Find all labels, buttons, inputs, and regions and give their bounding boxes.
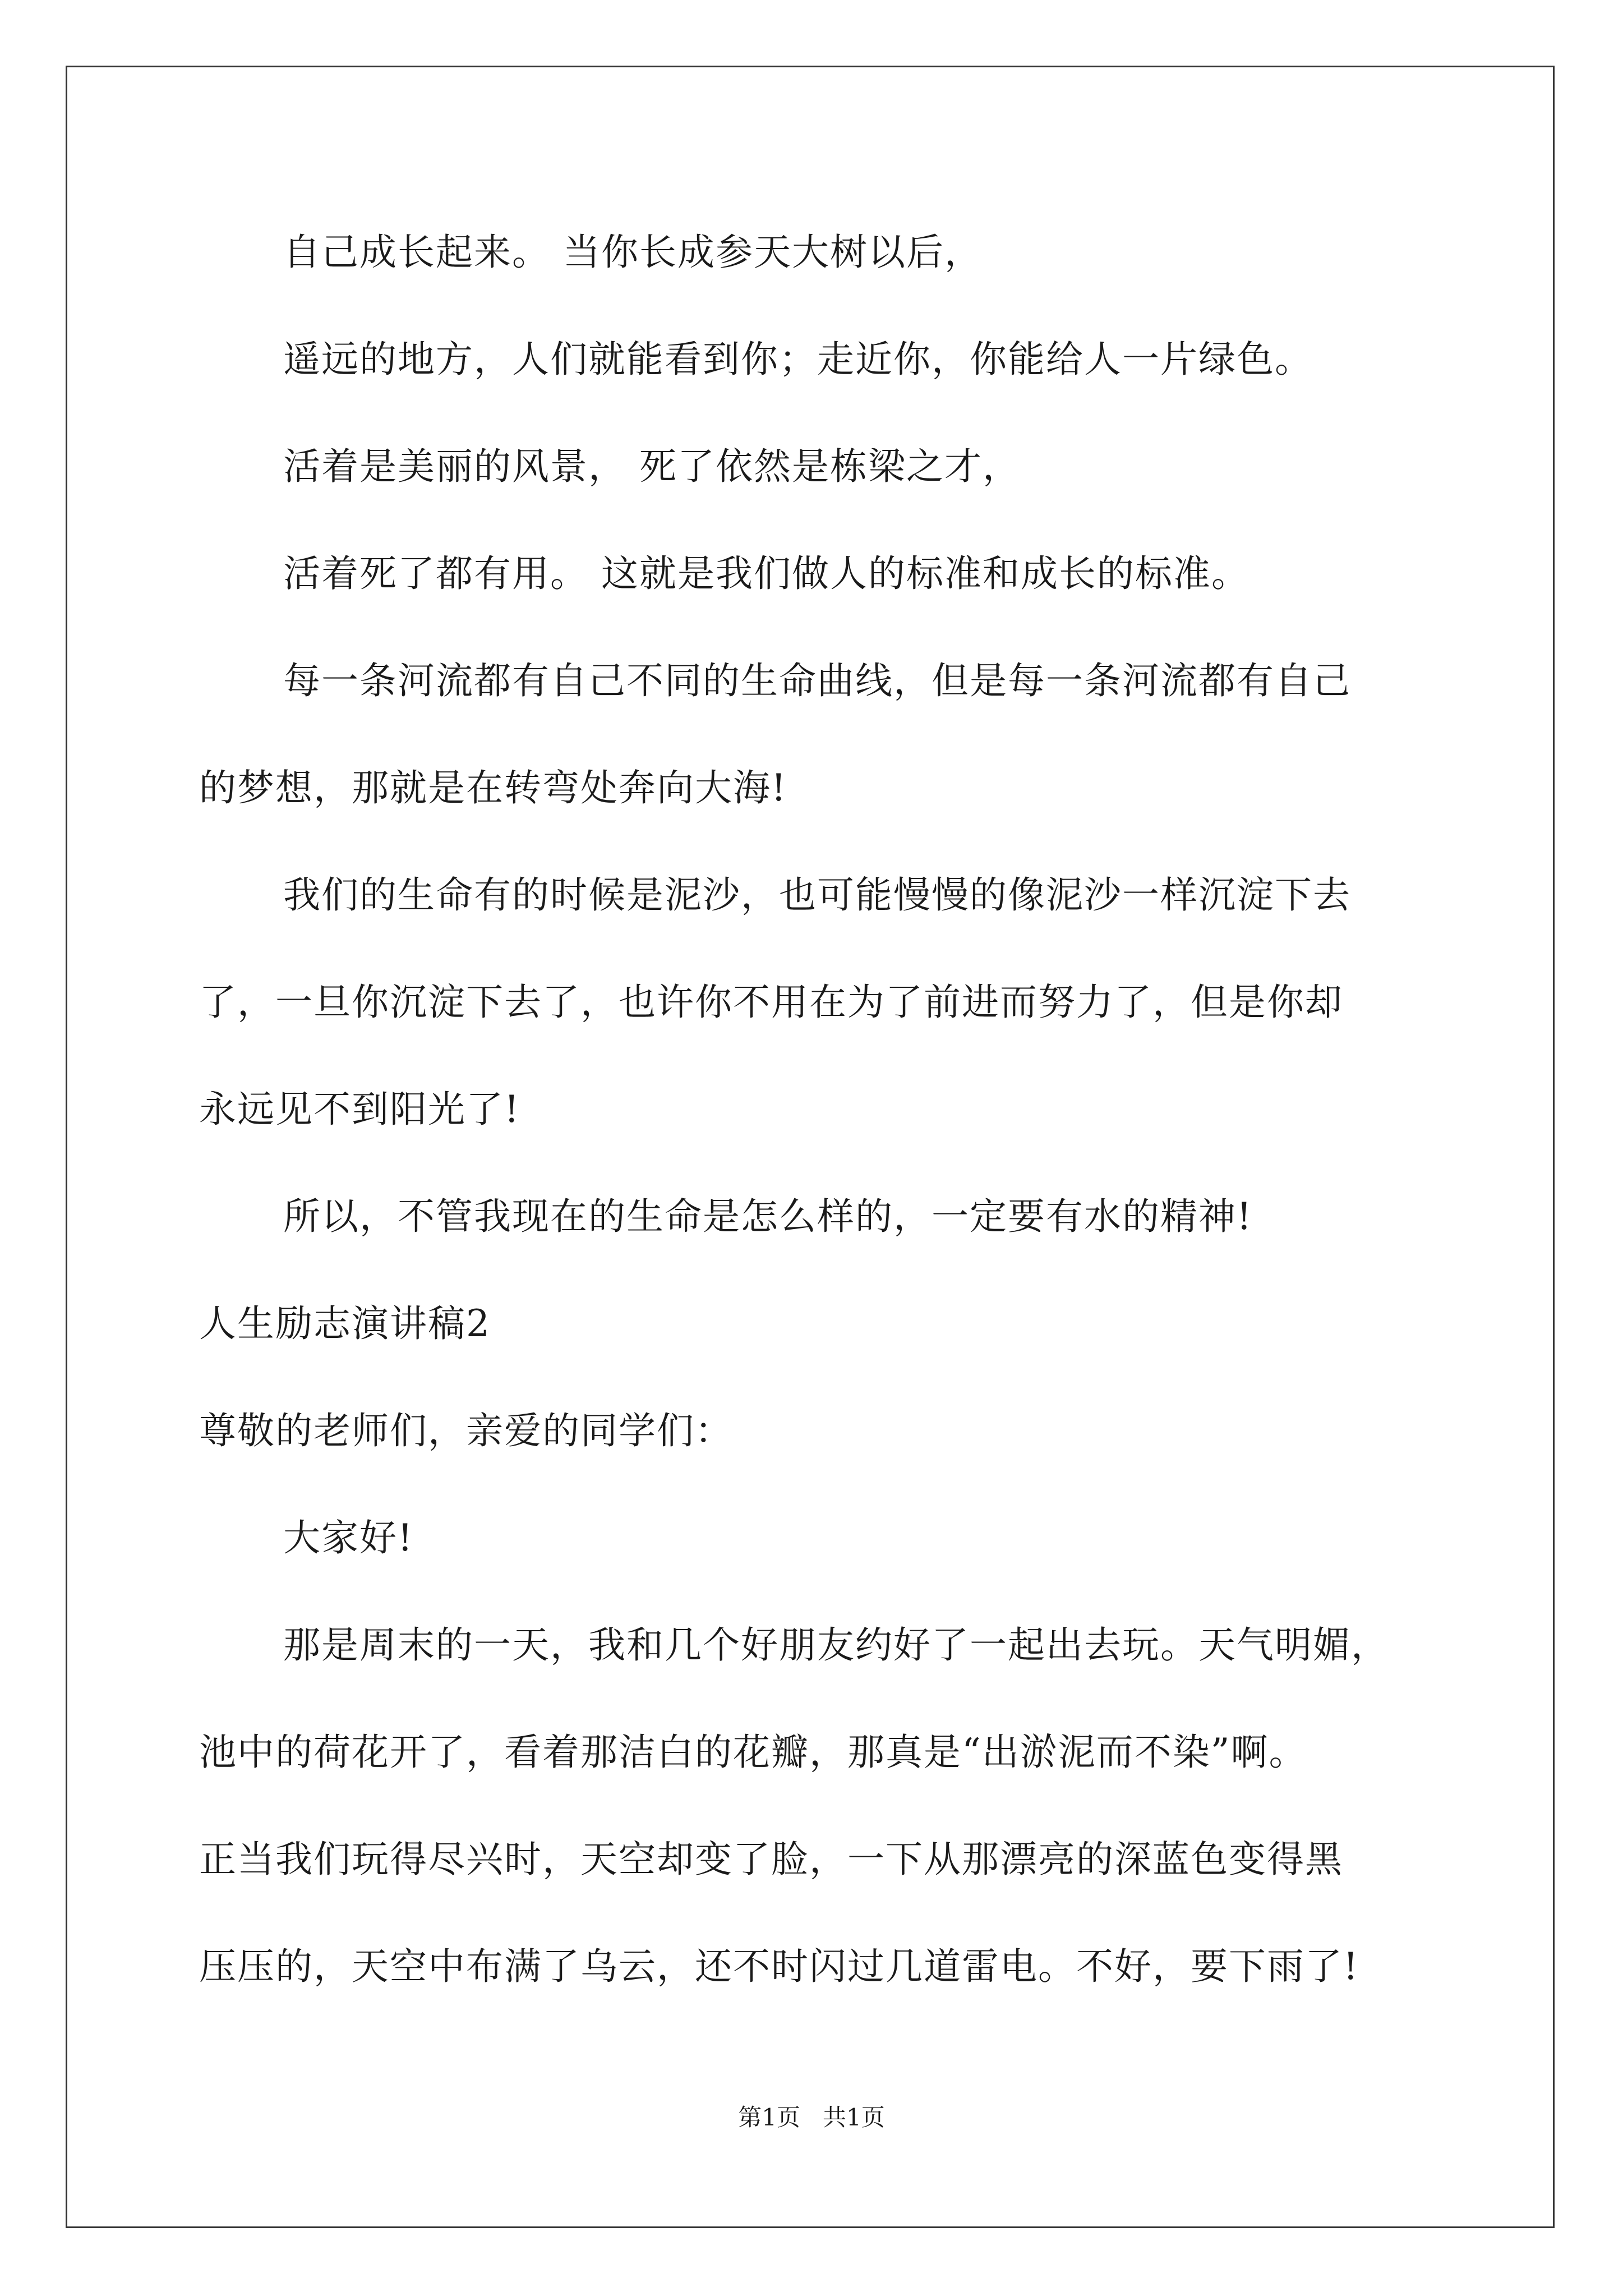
page-number-footer: 第1页 共1页 (738, 2104, 885, 2131)
text-line: 池中的荷花开了，看着那洁白的花瓣，那真是“出淤泥而不染”啊。 (199, 1731, 1307, 1774)
page-border (66, 66, 1555, 2228)
text-line: 永远见不到阳光了! (199, 1088, 520, 1131)
text-line: 那是周末的一天，我和几个好朋友约好了一起出去玩。天气明媚， (283, 1623, 1389, 1667)
text-line: 自己成长起来。 当你长成参天大树以后， (283, 231, 983, 274)
section-title: 人生励志演讲稿2 (199, 1302, 491, 1345)
greeting: 大家好! (283, 1516, 414, 1559)
text-line: 了，一旦你沉淀下去了，也许你不用在为了前进而努力了，但是你却 (199, 981, 1343, 1024)
text-line: 正当我们玩得尽兴时，天空却变了脸，一下从那漂亮的深蓝色变得黑 (199, 1838, 1343, 1881)
text-line: 压压的，天空中布满了乌云，还不时闪过几道雷电。不好，要下雨了! (199, 1945, 1359, 1988)
salutation: 尊敬的老师们，亲爱的同学们： (199, 1409, 733, 1452)
text-line: 活着是美丽的风景， 死了依然是栋梁之才， (283, 445, 1021, 488)
text-line: 遥远的地方，人们就能看到你；走近你，你能给人一片绿色。 (283, 338, 1313, 381)
text-line: 的梦想，那就是在转弯处奔向大海! (199, 766, 787, 809)
text-line: 所以，不管我现在的生命是怎么样的，一定要有水的精神! (283, 1195, 1253, 1238)
text-line: 每一条河流都有自己不同的生命曲线，但是每一条河流都有自己 (283, 659, 1351, 702)
text-line: 活着死了都有用。 这就是我们做人的标准和成长的标准。 (283, 552, 1249, 595)
text-line: 我们的生命有的时候是泥沙，也可能慢慢的像泥沙一样沉淀下去 (283, 873, 1351, 917)
